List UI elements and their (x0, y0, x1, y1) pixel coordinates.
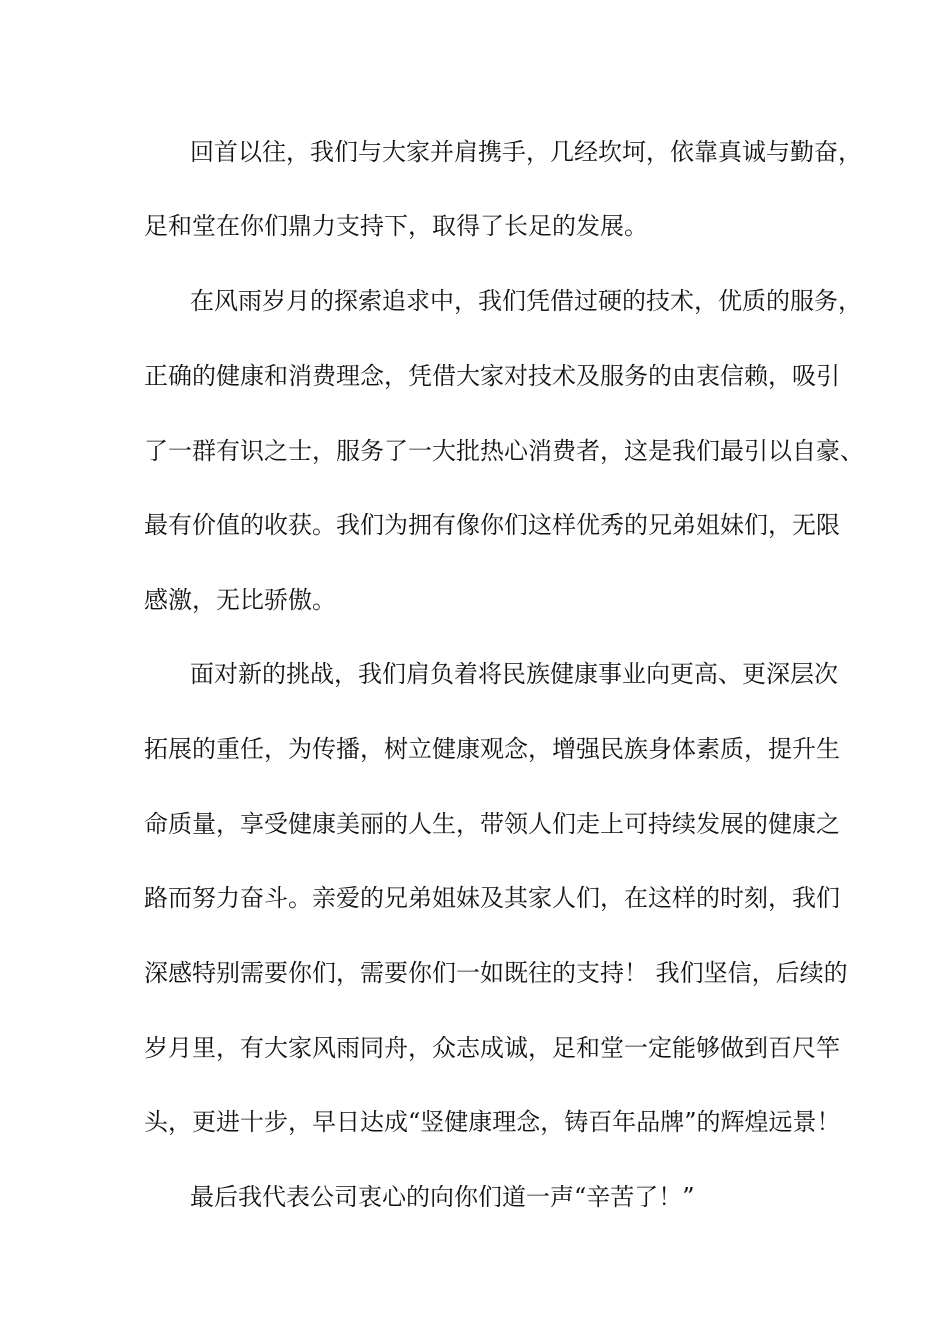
paragraph-3-line-3: 命质量，享受健康美丽的人生，带领人们走上可持续发展的健康之 (144, 810, 840, 838)
paragraph-2-line-3: 了一群有识之士，服务了一大批热心消费者，这是我们最引以自豪、 (144, 437, 864, 465)
paragraph-3-line-4: 路而努力奋斗。亲爱的兄弟姐妹及其家人们，在这样的时刻，我们 (144, 884, 840, 912)
paragraph-1-line-2: 足和堂在你们鼎力支持下，取得了长足的发展。 (144, 212, 648, 240)
paragraph-4-line-1: 最后我代表公司衷心的向你们道一声“辛苦了！” (190, 1183, 695, 1211)
paragraph-2-line-4: 最有价值的收获。我们为拥有像你们这样优秀的兄弟姐妹们，无限 (144, 511, 840, 539)
paragraph-2-line-2: 正确的健康和消费理念，凭借大家对技术及服务的由衷信赖，吸引 (144, 362, 840, 390)
paragraph-1-line-1: 回首以往，我们与大家并肩携手，几经坎坷，依靠真诚与勤奋， (190, 138, 862, 166)
paragraph-3-line-2: 拓展的重任，为传播，树立健康观念，增强民族身体素质，提升生 (144, 735, 840, 763)
paragraph-3-line-6: 岁月里，有大家风雨同舟，众志成诚，足和堂一定能够做到百尺竿 (144, 1034, 840, 1062)
paragraph-3-line-5: 深感特别需要你们，需要你们一如既往的支持！ 我们坚信，后续的 (144, 959, 848, 987)
paragraph-3-line-7: 头，更进十步，早日达成“竖健康理念，铸百年品牌”的辉煌远景！ (144, 1108, 841, 1136)
paragraph-3-line-1: 面对新的挑战，我们肩负着将民族健康事业向更高、更深层次 (190, 660, 838, 688)
paragraph-2-line-1: 在风雨岁月的探索追求中，我们凭借过硬的技术，优质的服务， (190, 287, 862, 315)
paragraph-2-line-5: 感激，无比骄傲。 (144, 586, 336, 614)
